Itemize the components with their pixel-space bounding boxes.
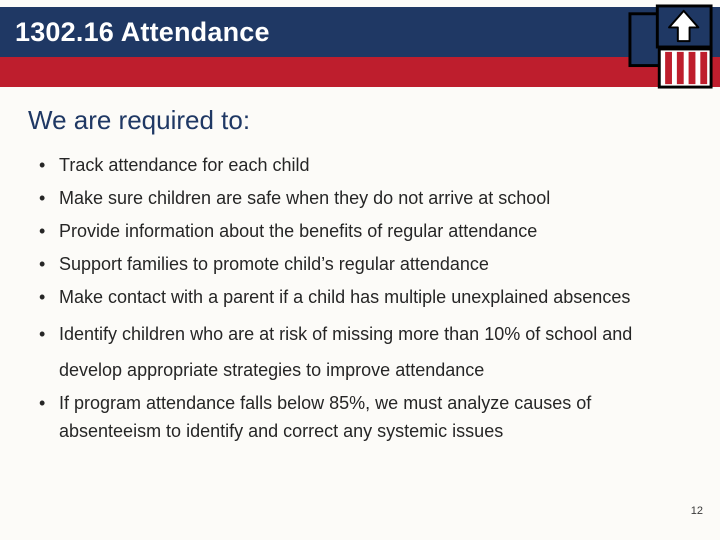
page-number: 12 [690, 505, 703, 517]
accent-bar [0, 57, 720, 87]
slide-body [0, 95, 720, 451]
bullet-item: • Make sure children are safe when they do not arrive at school [59, 185, 659, 213]
bullet-item: • If program attendance falls below 85%, we must analyze causes of absenteeism to identify and correct any systemic issues [59, 390, 614, 446]
slide-title: 1302.16 Attendance [15, 16, 270, 47]
bullet-item: • Provide information about the benefits of regular attendance [59, 218, 659, 246]
section-heading: We are required to: [28, 105, 251, 135]
title-bar [0, 7, 720, 57]
bullet-item: • Track attendance for each child [59, 152, 659, 180]
bullet-item: • Identify children who are at risk of missing more than 10% of school and develop appropriate strategies to improve attendance [59, 316, 659, 388]
toy-blocks-logo-icon [628, 3, 714, 91]
bullet-item: • Support families to promote child’s regular attendance [59, 251, 659, 279]
bullet-item: • Make contact with a parent if a child has multiple unexplained absences [59, 284, 659, 312]
bullet-list [0, 152, 720, 446]
